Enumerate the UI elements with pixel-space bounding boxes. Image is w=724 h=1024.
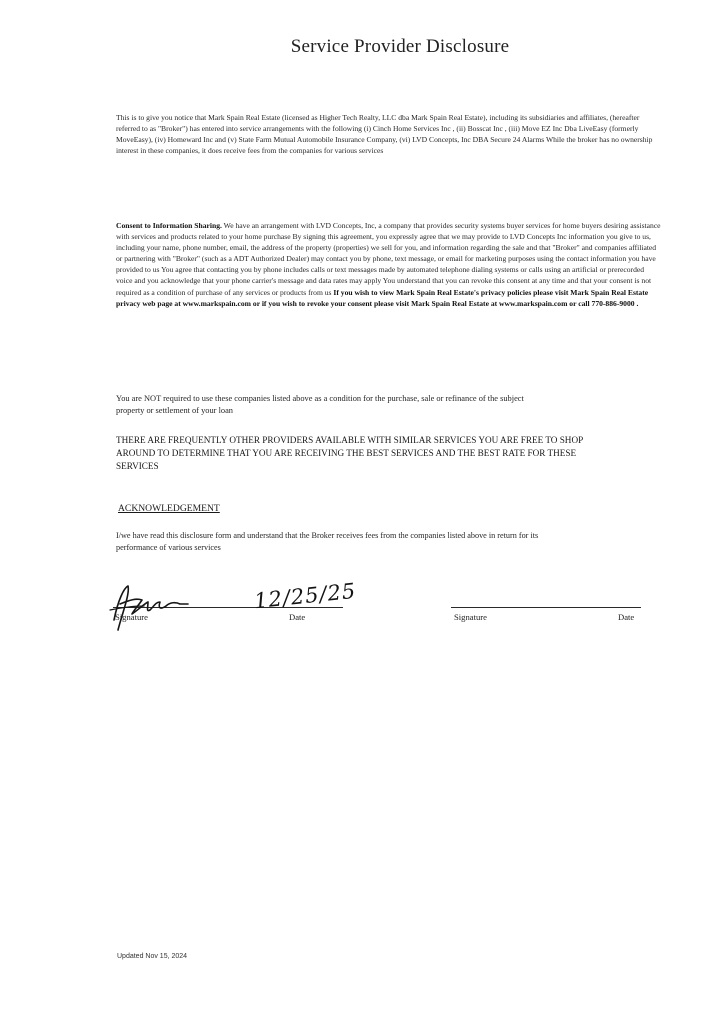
left-date-label: Date	[289, 612, 306, 622]
handwritten-date: 12/25/25	[253, 578, 358, 614]
updated-date-footer: Updated Nov 15, 2024	[117, 953, 188, 960]
consent-heading: Consent to Information Sharing.	[116, 221, 222, 230]
acknowledgement-text: I/we have read this disclosure form and understand that the Broker receives fees from the companies listed above in return for its performance of various services	[116, 531, 539, 552]
shop-around-notice: THERE ARE FREQUENTLY OTHER PROVIDERS AVAILABLE WITH SIMILAR SERVICES YOU ARE FREE TO SHOP AROUND TO DETERMINE THAT YOU ARE RECEIVING THE BEST SERVICES AND THE BEST RATE FOR THESE SERVICES	[116, 435, 583, 472]
right-signature-line	[451, 607, 641, 608]
right-signature-label: Signature	[454, 612, 487, 622]
consent-body: We have an arrangement with LVD Concepts, Inc, a company that provides security systems buyer services for home buyers desiring assistance with services and products related to your home purchase By signing this agreement, you expressly agree that we may provide to LVD Concepts Inc information you give to us, including your name, phone number, email, the address of the property (properties) we sell for you, and information regarding the sale and that "Broker" and companies affiliated or partnering with "Broker" (such as a ADT Authorized Dealer) may contact you by phone, text message, or email for marketing purposes using the contact information you have provided to us You agree that contacting you by phone includes calls or text messages made by automated telephone dialing systems or calls using an artificial or prerecorded voice and you acknowledge that your phone carrier's message and data rates may apply You understand that you can revoke this consent at any time and that your consent is not required as a condition of purchase of any services or products from us	[116, 221, 661, 297]
handwritten-signature	[108, 580, 198, 634]
left-signature-label: Signature	[115, 612, 148, 622]
right-date-label: Date	[618, 612, 635, 622]
consent-paragraph	[116, 220, 661, 309]
privacy-notice: If you wish to view Mark Spain Real Estate's privacy policies please visit Mark Spain Real Estate privacy web page at www.markspain.com or if you wish to revoke your consent please visit Mark Spain Real Estate at www.markspain.com or call 770-886-9000 .	[116, 287, 649, 308]
not-required-notice: You are NOT required to use these companies listed above as a condition for the purchase, sale or refinance of the subject property or settlement of your loan	[116, 394, 524, 415]
document-title: Service Provider Disclosure	[290, 36, 510, 57]
acknowledgement-title: ACKNOWLEDGEMENT	[118, 503, 220, 514]
intro-paragraph: This is to give you notice that Mark Spain Real Estate (licensed as Higher Tech Realty, LLC dba Mark Spain Real Estate), including its subsidiaries and affiliates, (hereafter referred to as "Broker") has entered into service arrangements with the following (i) Cinch Home Services Inc , (ii) Bosscat Inc , (iii) Move EZ Inc Dba LiveEasy (formerly MoveEasy), (iv) Homeward Inc and (v) State Farm Mutual Automobile Insurance Company, (vi) LVD Concepts, Inc DBA Secure 24 Alarms While the broker has no ownership interest in these companies, it does receive fees from the companies for various services	[116, 113, 653, 156]
